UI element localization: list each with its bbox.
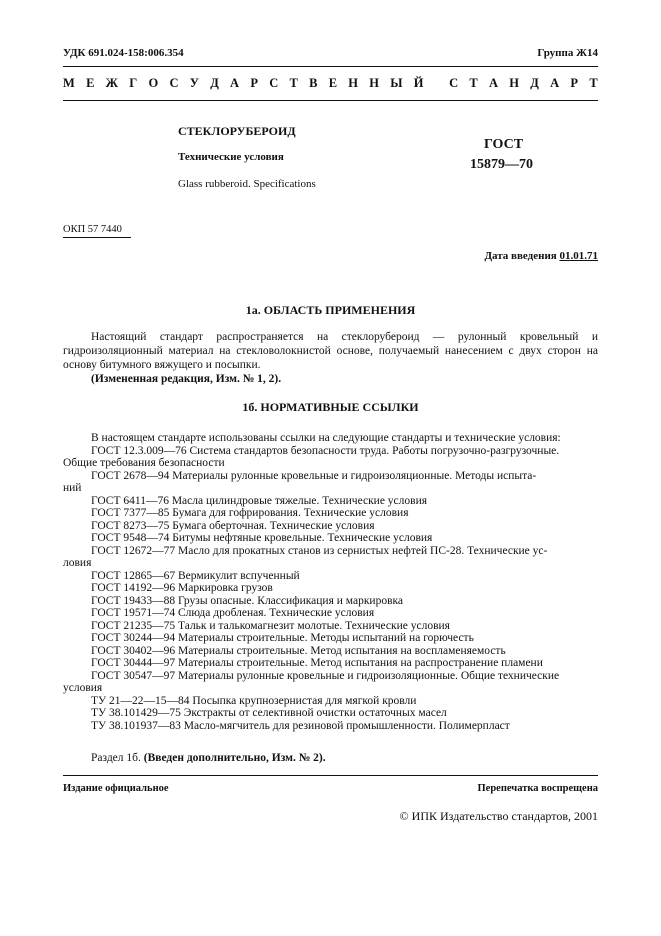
banner-letter: С xyxy=(449,76,459,90)
header-rule-top xyxy=(63,66,598,67)
section-references-note xyxy=(63,751,598,765)
banner-letter: У xyxy=(189,76,199,90)
footer-rule xyxy=(63,775,598,776)
reference-line: ГОСТ 30547—97 Материалы рулонные кровельные и гидроизоляционные. Общие технические xyxy=(91,669,560,682)
interstate-standard-banner xyxy=(63,76,598,90)
official-edition: Издание официальное xyxy=(63,783,169,794)
reference-line: ГОСТ 9548—74 Битумы нефтяные кровельные. Технические условия xyxy=(91,532,433,544)
reference-line: ГОСТ 2678—94 Материалы рулонные кровельные и гидроизоляционные. Методы испыта- xyxy=(91,469,537,482)
introduction-date xyxy=(484,249,598,263)
reference-line: ловия xyxy=(63,557,92,569)
reference-line: ГОСТ 30444—97 Материалы строительные. Метод испытания на распространение пламени xyxy=(91,657,543,669)
banner-letter: Г xyxy=(129,76,138,90)
banner-letter: В xyxy=(309,76,318,90)
section-scope-text: Настоящий стандарт распространяется на стеклорубероид — рулонный кровельный и гидроизоляционный материал на стекловолокнистой основе, получаемый нанесением с двух сторон на основу битумного вяжущего и посыпки. xyxy=(63,331,598,371)
section-scope-heading: 1а. ОБЛАСТЬ ПРИМЕНЕНИЯ xyxy=(245,303,416,317)
banner-letter: Н xyxy=(509,76,520,90)
banner-letter: Н xyxy=(348,76,359,90)
reference-line: ГОСТ 8273—75 Бумага оберточная. Технические условия xyxy=(91,519,375,532)
reference-line: ГОСТ 30244—94 Материалы строительные. Методы испытаний на горючесть xyxy=(91,632,474,644)
reference-line: ТУ 38.101937—83 Масло-мягчитель для резиновой промышленности. Полимерпласт xyxy=(91,719,510,732)
reference-line: ГОСТ 21235—75 Тальк и талькомагнезит молотые. Технические условия xyxy=(91,619,450,632)
group-code: Группа Ж14 xyxy=(537,47,598,59)
banner-letter: Д xyxy=(210,76,219,90)
note-bold: (Введен дополнительно, Изм. № 2). xyxy=(143,752,326,764)
reference-line: ГОСТ 30402—96 Материалы строительные. Метод испытания на воспламеняемость xyxy=(91,644,506,657)
gost-number: 15879—70 xyxy=(470,157,533,172)
banner-letter: А xyxy=(550,76,560,90)
reference-line: ний xyxy=(63,482,82,494)
reference-line: Общие требования безопасности xyxy=(63,457,225,469)
banner-letter: А xyxy=(489,76,499,90)
references-list xyxy=(63,432,598,732)
banner-letter: Т xyxy=(289,76,298,90)
gost-label: ГОСТ xyxy=(484,137,524,152)
banner-letter: Е xyxy=(86,76,95,90)
banner-letter: М xyxy=(63,76,75,90)
banner-letter: Й xyxy=(413,76,424,90)
banner-letter: Ж xyxy=(105,76,119,90)
banner-letter: Т xyxy=(469,76,478,90)
reprint-prohibited: Перепечатка воспрещена xyxy=(477,783,598,794)
note-prefix: Раздел 1б. xyxy=(91,752,141,764)
document-title: СТЕКЛОРУБЕРОИД xyxy=(178,124,296,138)
copyright: © ИПК Издательство стандартов, 2001 xyxy=(399,809,598,823)
banner-letter: Р xyxy=(570,76,579,90)
reference-line: ТУ 21—22—15—84 Посыпка крупнозернистая для мягкой кровли xyxy=(91,694,417,707)
section-references-heading: 1б. НОРМАТИВНЫЕ ССЫЛКИ xyxy=(242,400,419,414)
reference-line: ГОСТ 14192—96 Маркировка грузов xyxy=(91,582,273,594)
reference-line: условия xyxy=(63,682,103,694)
section-scope-note: (Измененная редакция, Изм. № 1, 2). xyxy=(91,373,282,385)
banner-letter: А xyxy=(230,76,240,90)
reference-line: ГОСТ 12.3.009—76 Система стандартов безопасности труда. Работы погрузочно-разгрузочные. xyxy=(91,444,560,457)
reference-line: ГОСТ 7377—85 Бумага для гофрирования. Технические условия xyxy=(91,507,409,519)
reference-line: В настоящем стандарте использованы ссылки на следующие стандарты и технические условия: xyxy=(91,432,561,444)
banner-letter: Е xyxy=(328,76,338,90)
english-title: Glass rubberoid. Specifications xyxy=(178,178,316,190)
udk-code: УДК 691.024-158:006.354 xyxy=(63,47,184,59)
reference-line: ГОСТ 19433—88 Грузы опасные. Классификация и маркировка xyxy=(91,594,404,607)
reference-line: ГОСТ 6411—76 Масла цилиндровые тяжелые. Технические условия xyxy=(91,494,428,507)
header-rule-bottom xyxy=(63,100,598,101)
banner-letter: С xyxy=(269,76,279,90)
banner-letter: Ы xyxy=(390,76,403,90)
banner-letter: С xyxy=(169,76,179,90)
date-value: 01.01.71 xyxy=(559,250,598,262)
date-label: Дата введения xyxy=(484,250,557,262)
banner-letter: Т xyxy=(589,76,598,90)
document-subtitle: Технические условия xyxy=(178,151,284,163)
reference-line: ГОСТ 12865—67 Вермикулит вспученный xyxy=(91,569,300,582)
banner-letter: Р xyxy=(250,76,258,90)
banner-gap xyxy=(435,76,438,90)
reference-line: ТУ 38.101429—75 Экстракты от селективной очистки остаточных масел xyxy=(91,707,447,719)
okp-code: ОКП 57 7440 xyxy=(63,224,122,235)
banner-letter: О xyxy=(148,76,159,90)
banner-letter: Д xyxy=(530,76,539,90)
reference-line: ГОСТ 12672—77 Масло для прокатных станов из сернистых нефтей ПС-28. Технические ус- xyxy=(91,544,548,557)
banner-letter: Н xyxy=(369,76,379,90)
reference-line: ГОСТ 19571—74 Слюда дробленая. Технические условия xyxy=(91,607,375,619)
okp-rule xyxy=(63,237,131,238)
